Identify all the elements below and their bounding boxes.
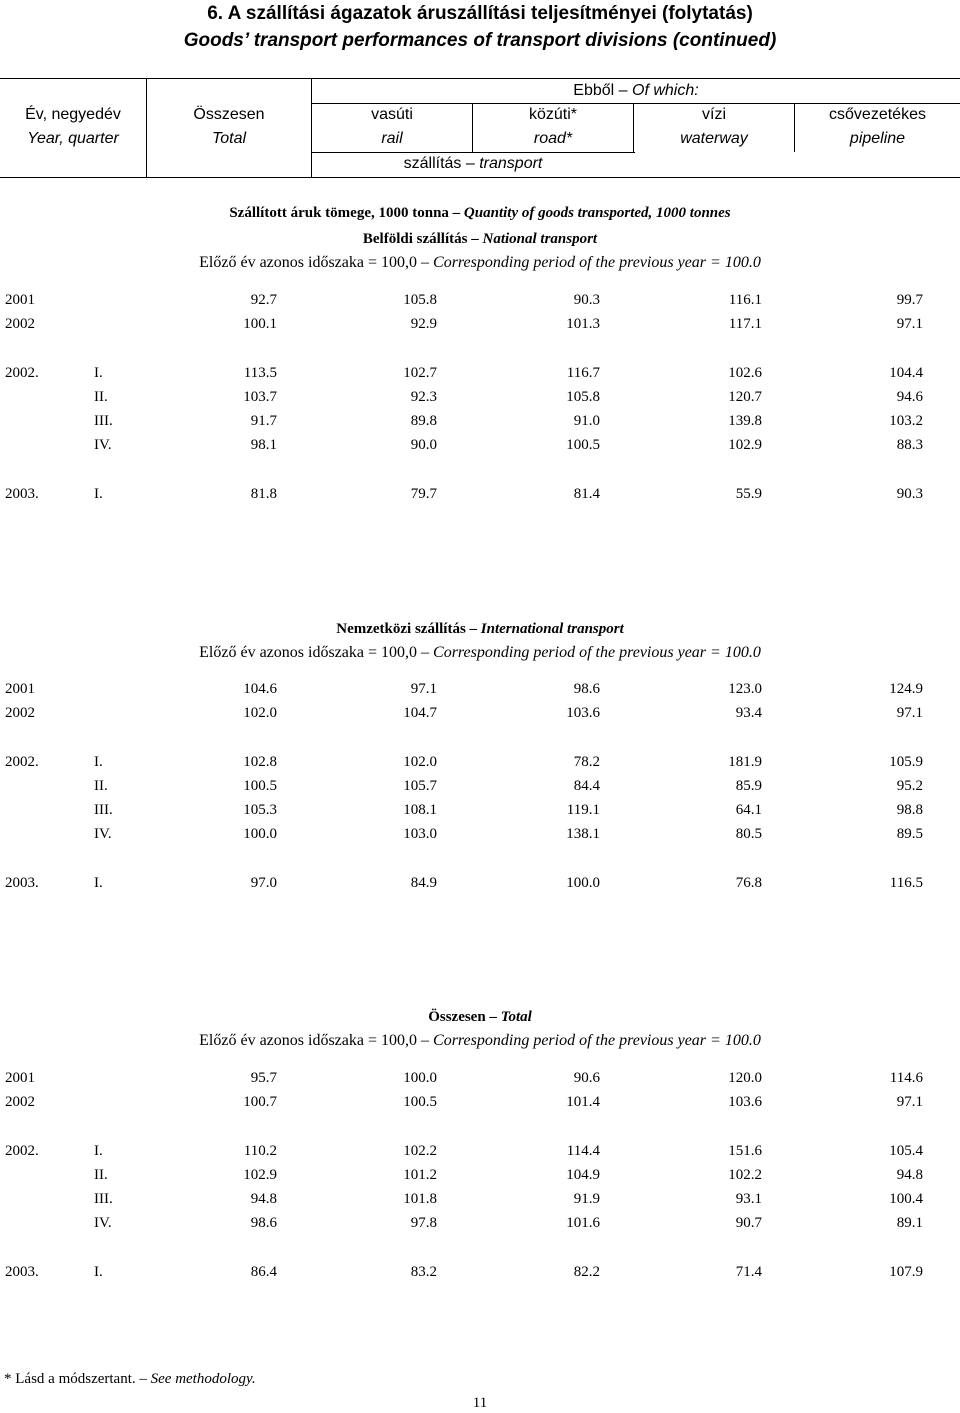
cell-pipeline: 88.3 <box>896 437 923 453</box>
cell-road: 101.6 <box>566 1215 600 1231</box>
cell-road: 100.0 <box>566 875 600 891</box>
cell-total: 100.1 <box>243 316 277 332</box>
footnote-hu: * Lásd a módszertant. – <box>4 1371 147 1387</box>
cell-waterway: 55.9 <box>735 486 762 502</box>
cell-waterway: 120.0 <box>728 1070 762 1086</box>
section-title-hu: Belföldi szállítás – <box>362 231 479 247</box>
header-of-which <box>312 79 960 103</box>
section-title-en: International transport <box>480 621 624 637</box>
table-header <box>0 78 960 178</box>
cell-pipeline: 124.9 <box>889 681 923 697</box>
header-year-hu: Év, negyedév <box>25 106 121 123</box>
cell-total: 86.4 <box>250 1264 277 1280</box>
row-quarter: II. <box>94 778 108 794</box>
cell-total: 102.0 <box>243 705 277 721</box>
row-year: 2002. <box>5 365 39 381</box>
cell-total: 100.7 <box>243 1094 277 1110</box>
section-subtitle-hu: Előző év azonos időszaka = 100,0 – <box>199 1032 430 1049</box>
cell-pipeline: 94.8 <box>896 1167 923 1183</box>
cell-total: 100.0 <box>243 826 277 842</box>
row-year: 2003. <box>5 875 39 891</box>
header-rail <box>312 103 472 151</box>
row-year: 2002. <box>5 1143 39 1159</box>
cell-rail: 105.7 <box>403 778 437 794</box>
header-total-en: Total <box>211 130 247 147</box>
row-quarter: I. <box>94 875 103 891</box>
unit-caption-en: Quantity of goods transported, 1000 tonnes <box>463 205 731 221</box>
cell-pipeline: 98.8 <box>896 802 923 818</box>
row-quarter: III. <box>94 413 113 429</box>
cell-waterway: 85.9 <box>735 778 762 794</box>
cell-waterway: 76.8 <box>735 875 762 891</box>
row-year: 2003. <box>5 1264 39 1280</box>
table-row <box>0 312 960 336</box>
cell-rail: 105.8 <box>403 292 437 308</box>
cell-pipeline: 97.1 <box>896 705 923 721</box>
cell-rail: 102.7 <box>403 365 437 381</box>
row-quarter: I. <box>94 486 103 502</box>
cell-pipeline: 89.5 <box>896 826 923 842</box>
section-title <box>0 228 960 250</box>
cell-waterway: 93.1 <box>735 1191 762 1207</box>
cell-pipeline: 103.2 <box>889 413 923 429</box>
cell-road: 91.9 <box>573 1191 600 1207</box>
row-year: 2002 <box>5 316 35 332</box>
cell-waterway: 90.7 <box>735 1215 762 1231</box>
cell-total: 113.5 <box>243 365 277 381</box>
cell-road: 90.3 <box>573 292 600 308</box>
cell-road: 78.2 <box>573 754 600 770</box>
header-waterway-en: waterway <box>680 130 748 147</box>
cell-waterway: 123.0 <box>728 681 762 697</box>
cell-rail: 101.8 <box>403 1191 437 1207</box>
cell-waterway: 103.6 <box>728 1094 762 1110</box>
cell-road: 98.6 <box>573 681 600 697</box>
cell-rail: 97.8 <box>410 1215 437 1231</box>
cell-rail: 104.7 <box>403 705 437 721</box>
cell-pipeline: 105.9 <box>889 754 923 770</box>
cell-waterway: 151.6 <box>728 1143 762 1159</box>
table-row <box>0 1066 960 1090</box>
cell-waterway: 102.9 <box>728 437 762 453</box>
header-pipeline-hu: csővezetékes <box>829 106 926 123</box>
cell-road: 91.0 <box>573 413 600 429</box>
cell-rail: 101.2 <box>403 1167 437 1183</box>
cell-pipeline: 100.4 <box>889 1191 923 1207</box>
row-quarter: I. <box>94 1264 103 1280</box>
cell-total: 105.3 <box>243 802 277 818</box>
header-pipeline-en: pipeline <box>849 130 906 147</box>
table-row <box>0 871 960 895</box>
table-row <box>0 1187 960 1211</box>
row-year: 2002 <box>5 705 35 721</box>
section-subtitle <box>0 642 960 664</box>
cell-waterway: 102.6 <box>728 365 762 381</box>
table-row <box>0 750 960 774</box>
row-quarter: I. <box>94 754 103 770</box>
section-title <box>0 1006 960 1028</box>
header-of-which-en: Of which: <box>632 82 699 99</box>
table-row <box>0 798 960 822</box>
cell-total: 98.1 <box>250 437 277 453</box>
header-year-en: Year, quarter <box>27 130 119 147</box>
unit-caption <box>0 202 960 224</box>
table-row <box>0 409 960 433</box>
row-quarter: IV. <box>94 1215 112 1231</box>
cell-rail: 92.3 <box>410 389 437 405</box>
cell-pipeline: 105.4 <box>889 1143 923 1159</box>
cell-waterway: 139.8 <box>728 413 762 429</box>
cell-rail: 79.7 <box>410 486 437 502</box>
header-road-hu: közúti* <box>528 106 578 123</box>
row-year: 2001 <box>5 1070 35 1086</box>
cell-waterway: 71.4 <box>735 1264 762 1280</box>
cell-total: 94.8 <box>250 1191 277 1207</box>
cell-total: 81.8 <box>250 486 277 502</box>
cell-pipeline: 95.2 <box>896 778 923 794</box>
table-row <box>0 433 960 457</box>
cell-road: 84.4 <box>573 778 600 794</box>
header-waterway-hu: vízi <box>702 106 726 123</box>
cell-rail: 103.0 <box>403 826 437 842</box>
section-title-en: National transport <box>482 231 598 247</box>
cell-pipeline: 97.1 <box>896 316 923 332</box>
cell-pipeline: 89.1 <box>896 1215 923 1231</box>
cell-rail: 102.2 <box>403 1143 437 1159</box>
cell-total: 95.7 <box>250 1070 277 1086</box>
table-row <box>0 385 960 409</box>
table-row <box>0 774 960 798</box>
cell-road: 100.5 <box>566 437 600 453</box>
cell-pipeline: 116.5 <box>889 875 923 891</box>
footnote-en: See methodology. <box>150 1371 256 1387</box>
header-road <box>473 103 633 151</box>
unit-caption-hu: Szállított áruk tömege, 1000 tonna – <box>229 205 461 221</box>
cell-road: 138.1 <box>566 826 600 842</box>
cell-pipeline: 114.6 <box>889 1070 923 1086</box>
section-title-hu: Nemzetközi szállítás – <box>336 621 478 637</box>
cell-pipeline: 90.3 <box>896 486 923 502</box>
table-row <box>0 1163 960 1187</box>
row-quarter: II. <box>94 1167 108 1183</box>
cell-rail: 92.9 <box>410 316 437 332</box>
page-number: 11 <box>472 1395 488 1411</box>
section-title <box>0 618 960 640</box>
table-row <box>0 1211 960 1235</box>
table-row <box>0 1139 960 1163</box>
table-row <box>0 822 960 846</box>
cell-road: 101.4 <box>566 1094 600 1110</box>
cell-waterway: 116.1 <box>728 292 762 308</box>
header-rail-en: rail <box>381 130 403 147</box>
cell-total: 100.5 <box>243 778 277 794</box>
cell-road: 82.2 <box>573 1264 600 1280</box>
cell-waterway: 64.1 <box>735 802 762 818</box>
section-subtitle-hu: Előző év azonos időszaka = 100,0 – <box>199 644 430 661</box>
cell-waterway: 102.2 <box>728 1167 762 1183</box>
cell-waterway: 93.4 <box>735 705 762 721</box>
row-quarter: I. <box>94 1143 103 1159</box>
cell-rail: 97.1 <box>410 681 437 697</box>
cell-rail: 90.0 <box>410 437 437 453</box>
cell-rail: 100.0 <box>403 1070 437 1086</box>
row-year: 2001 <box>5 292 35 308</box>
section-subtitle-en: Corresponding period of the previous year = 100.0 <box>433 644 761 661</box>
cell-pipeline: 94.6 <box>896 389 923 405</box>
row-quarter: I. <box>94 365 103 381</box>
cell-road: 116.7 <box>566 365 600 381</box>
cell-pipeline: 97.1 <box>896 1094 923 1110</box>
cell-rail: 83.2 <box>410 1264 437 1280</box>
header-of-which-hu: Ebből – <box>573 82 628 99</box>
cell-pipeline: 99.7 <box>896 292 923 308</box>
cell-rail: 102.0 <box>403 754 437 770</box>
section-subtitle-hu: Előző év azonos időszaka = 100,0 – <box>199 254 430 271</box>
table-row <box>0 677 960 701</box>
cell-road: 103.6 <box>566 705 600 721</box>
cell-waterway: 120.7 <box>728 389 762 405</box>
table-row <box>0 288 960 312</box>
cell-total: 104.6 <box>243 681 277 697</box>
header-pipeline <box>795 103 960 151</box>
cell-road: 81.4 <box>573 486 600 502</box>
cell-road: 105.8 <box>566 389 600 405</box>
cell-road: 90.6 <box>573 1070 600 1086</box>
row-quarter: IV. <box>94 437 112 453</box>
page-title-en: Goods’ transport performances of transport divisions (continued) <box>183 30 777 51</box>
header-transport <box>312 152 634 176</box>
header-waterway <box>634 103 794 151</box>
header-road-en: road* <box>533 130 573 147</box>
cell-road: 101.3 <box>566 316 600 332</box>
header-transport-hu: szállítás – <box>403 155 475 172</box>
row-year: 2001 <box>5 681 35 697</box>
section-title-hu: Összesen – <box>428 1009 497 1025</box>
row-quarter: IV. <box>94 826 112 842</box>
cell-total: 110.2 <box>243 1143 277 1159</box>
cell-total: 102.9 <box>243 1167 277 1183</box>
row-year: 2002 <box>5 1094 35 1110</box>
section-subtitle-en: Corresponding period of the previous year = 100.0 <box>433 1032 761 1049</box>
cell-total: 91.7 <box>250 413 277 429</box>
row-quarter: II. <box>94 389 108 405</box>
table-row <box>0 701 960 725</box>
cell-rail: 89.8 <box>410 413 437 429</box>
cell-rail: 100.5 <box>403 1094 437 1110</box>
cell-road: 104.9 <box>566 1167 600 1183</box>
cell-waterway: 80.5 <box>735 826 762 842</box>
section-subtitle <box>0 1030 960 1052</box>
cell-waterway: 117.1 <box>728 316 762 332</box>
table-row <box>0 1260 960 1284</box>
cell-road: 119.1 <box>566 802 600 818</box>
row-quarter: III. <box>94 1191 113 1207</box>
cell-rail: 108.1 <box>403 802 437 818</box>
header-transport-en: transport <box>479 155 543 172</box>
page-title-hu: 6. A szállítási ágazatok áruszállítási teljesítményei (folytatás) <box>207 3 753 24</box>
section-subtitle-en: Corresponding period of the previous year = 100.0 <box>433 254 761 271</box>
table-row <box>0 361 960 385</box>
header-total <box>147 103 311 151</box>
row-quarter: III. <box>94 802 113 818</box>
section-subtitle <box>0 252 960 274</box>
cell-total: 98.6 <box>250 1215 277 1231</box>
footnote <box>4 1368 256 1390</box>
table-row <box>0 482 960 506</box>
cell-total: 92.7 <box>250 292 277 308</box>
cell-total: 97.0 <box>250 875 277 891</box>
table-row <box>0 1090 960 1114</box>
row-year: 2003. <box>5 486 39 502</box>
header-year <box>0 103 146 151</box>
cell-total: 103.7 <box>243 389 277 405</box>
header-rail-hu: vasúti <box>371 106 413 123</box>
cell-road: 114.4 <box>566 1143 600 1159</box>
row-year: 2002. <box>5 754 39 770</box>
section-title-en: Total <box>500 1009 532 1025</box>
cell-pipeline: 107.9 <box>889 1264 923 1280</box>
cell-total: 102.8 <box>243 754 277 770</box>
cell-rail: 84.9 <box>410 875 437 891</box>
header-total-hu: Összesen <box>193 106 265 123</box>
cell-pipeline: 104.4 <box>889 365 923 381</box>
cell-waterway: 181.9 <box>728 754 762 770</box>
